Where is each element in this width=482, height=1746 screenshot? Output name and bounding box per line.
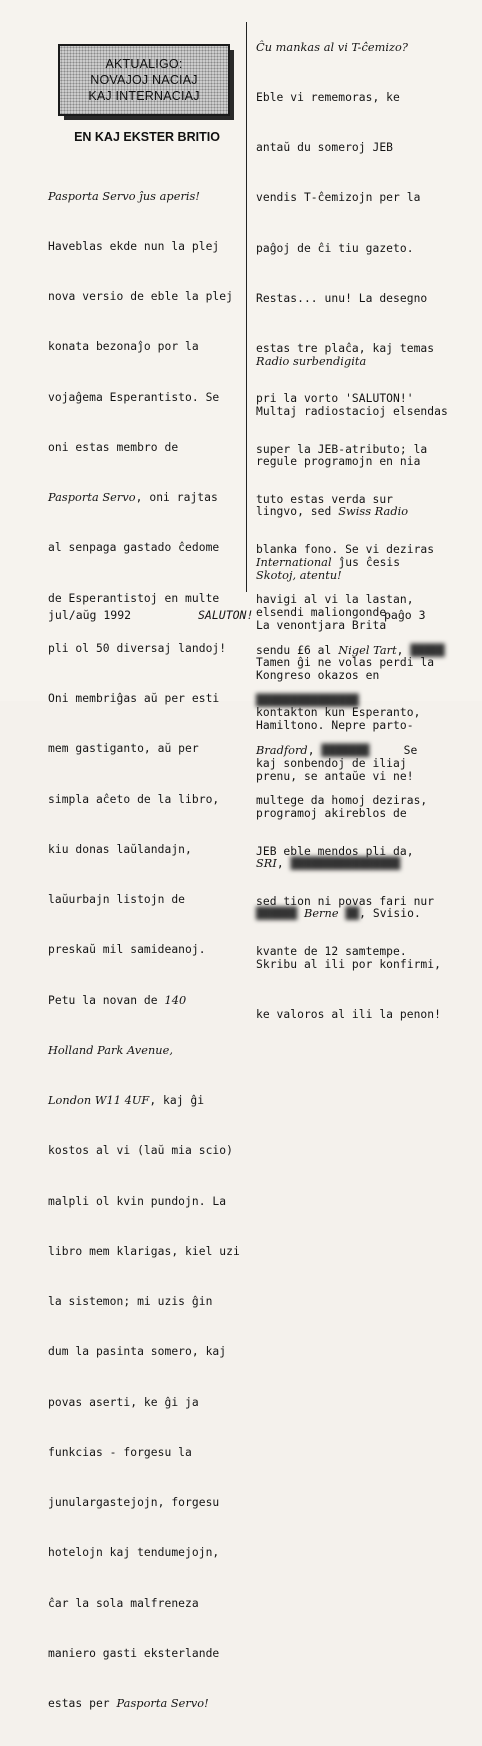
article-line: JEB eble mendos pli da, xyxy=(256,844,414,858)
italic-text: London W11 4UF xyxy=(48,1094,150,1107)
redacted-address: ███████████████ xyxy=(256,693,359,707)
redacted-postcode: ██████ xyxy=(256,907,298,921)
article-line: Pasporta Servo, oni rajtas xyxy=(48,491,218,504)
pasporta-article xyxy=(48,155,240,1746)
banner-box xyxy=(58,44,230,116)
banner-line: KAJ INTERNACIAJ xyxy=(88,89,200,103)
article-line: super la JEB-atributo; la xyxy=(256,442,428,456)
article-line: Restas... unu! La desegno xyxy=(256,291,428,305)
italic-text: Berne xyxy=(303,907,339,921)
redacted-address: █████ xyxy=(410,643,445,657)
article-line: hotelojn kaj tendumejojn, xyxy=(48,1546,220,1560)
article-line: oni estas membro de xyxy=(48,440,179,454)
italic-text: Swiss Radio xyxy=(338,505,409,519)
article-line: kaj sonbendoj de iliaj xyxy=(256,756,407,770)
article-line: al senpaga gastado ĉedome xyxy=(48,541,220,555)
article-line: SRI, ████████████████ xyxy=(256,856,448,873)
article-line: ██████ Berne ██, Svisio. xyxy=(256,906,448,923)
article-line: simpla aĉeto de la libro, xyxy=(48,792,220,806)
article-line: nova versio de eble la plej xyxy=(48,290,233,303)
article-line: paĝoj de ĉi tiu gazeto. xyxy=(256,241,414,255)
article-line: programoj akireblos de xyxy=(256,806,407,820)
article-line: Bradford, ███████ Se xyxy=(256,743,445,760)
italic-text: Bradford xyxy=(256,744,308,757)
column-divider xyxy=(246,22,247,592)
article-line: regule programojn en nia xyxy=(256,455,421,468)
italic-text: International xyxy=(256,555,332,569)
italic-text: Holland Park Avenue, xyxy=(48,1043,173,1057)
article-line: Haveblas ekde nun la plej xyxy=(48,239,220,253)
italic-text: Pasporta Servo! xyxy=(116,1697,209,1710)
article-line: antaŭ du someroj JEB xyxy=(256,141,394,154)
article-line: dum la pasinta somero, kaj xyxy=(48,1345,227,1359)
article-line: blanka fono. Se vi deziras xyxy=(256,543,435,556)
skotoj-article xyxy=(256,534,414,819)
article-line: Eble vi rememoras, ke xyxy=(256,90,400,104)
footer-page-number: paĝo 3 xyxy=(384,608,426,622)
article-line: Oni membriĝas aŭ per esti xyxy=(48,692,220,705)
article-line: pli ol 50 diversaj landoj! xyxy=(48,641,227,655)
section-title: Ĉu mankas al vi T-ĉemizo? xyxy=(256,40,409,54)
article-line: de Esperantistoj en multe xyxy=(48,591,220,605)
article-heading: EN KAJ EKSTER BRITIO xyxy=(74,130,220,144)
article-line: multege da homoj deziras, xyxy=(256,794,428,808)
redacted-postcode: ██ xyxy=(345,907,360,921)
article-line: prenu, se antaŭe vi ne! xyxy=(256,769,414,783)
italic-text: Pasporta Servo ĵus aperis! xyxy=(48,189,200,203)
article-line xyxy=(48,189,240,206)
article-line: Kongreso okazos en xyxy=(256,669,380,682)
article-line: ĉar la sola malfreneza xyxy=(48,1596,199,1610)
redacted-postcode: ███████ xyxy=(321,744,370,757)
article-line: havigi al vi la lastan, xyxy=(256,593,414,607)
article-line: preskaŭ mil samideanoj. xyxy=(48,943,206,957)
article-line: povas aserti, ke ĝi ja xyxy=(48,1395,199,1409)
banner-line: AKTUALIGO: xyxy=(105,57,183,71)
article-line: elsendi maliongonde. xyxy=(256,605,394,619)
article-line: Petu la novan de 140 xyxy=(48,993,187,1007)
article-line: maniero gasti eksterlande xyxy=(48,1646,220,1660)
article-line: kvante de 12 samtempe. xyxy=(256,945,407,958)
article-line: estas tre plaĉa, kaj temas xyxy=(256,342,435,355)
article-line: laŭurbajn listojn de xyxy=(48,893,186,906)
banner-line: NOVAJOJ NACIAJ xyxy=(90,73,198,87)
article-line: ke valoros al ili la penon! xyxy=(256,1007,441,1021)
article-line: kostos al vi (laŭ mia scio) xyxy=(48,1144,233,1158)
article-line: libro mem klarigas, kiel uzi xyxy=(48,1244,240,1258)
article-line: vojaĝema Esperantisto. Se xyxy=(48,390,220,404)
article-line: Skribu al ili por konfirmi, xyxy=(256,957,441,971)
article-line: pri la vorto 'SALUTON!' xyxy=(256,392,414,406)
article-line: Tamen ĝi ne volas perdi la xyxy=(256,656,435,669)
article-line: malpli ol kvin pundojn. La xyxy=(48,1194,227,1208)
article-line: La venontjara Brita xyxy=(256,618,387,632)
article-line: kiu donas laŭlandajn, xyxy=(48,842,192,856)
footer-title: SALUTON! xyxy=(198,608,254,622)
article-line: sendu £6 al Nigel Tart, █████ xyxy=(256,643,445,660)
article-line: kontakton kun Esperanto, xyxy=(256,706,421,720)
article-line: London W11 4UF, kaj ĝi xyxy=(48,1094,205,1107)
section-title: Radio surbendigita xyxy=(256,354,367,368)
article-line: estas per Pasporta Servo! xyxy=(48,1697,209,1710)
redacted-address: ████████████████ xyxy=(290,857,401,870)
article-line: tuto estas verda sur xyxy=(256,492,394,506)
article-line: Hamiltono. Nepre parto- xyxy=(256,719,414,733)
article-line: konata bezonaĵo por la xyxy=(48,340,199,354)
section-title: Skotoj, atentu! xyxy=(256,568,342,582)
article-line: junulargastejojn, forgesu xyxy=(48,1496,220,1509)
article-line: International ĵus ĉesis xyxy=(256,555,401,569)
article-line: sed tion ni povas fari nur xyxy=(256,894,435,908)
article-line: funkcias - forgesu la xyxy=(48,1445,192,1459)
article-line: la sistemon; mi uzis ĝin xyxy=(48,1295,213,1308)
article-line: vendis T-ĉemizojn per la xyxy=(256,191,421,205)
italic-text: SRI xyxy=(256,857,277,870)
article-line xyxy=(48,1043,240,1060)
section-banner xyxy=(58,44,232,118)
footer-date: jul/aŭg 1992 xyxy=(48,608,132,622)
article-line: lingvo, sed Swiss Radio xyxy=(256,505,409,519)
italic-text: Pasporta Servo xyxy=(48,491,136,504)
italic-text: Nigel Tart xyxy=(338,643,397,657)
article-line: mem gastiganto, aŭ per xyxy=(48,742,199,756)
article-line: Multaj radiostacioj elsendas xyxy=(256,404,448,418)
italic-text: 140 xyxy=(164,993,187,1007)
